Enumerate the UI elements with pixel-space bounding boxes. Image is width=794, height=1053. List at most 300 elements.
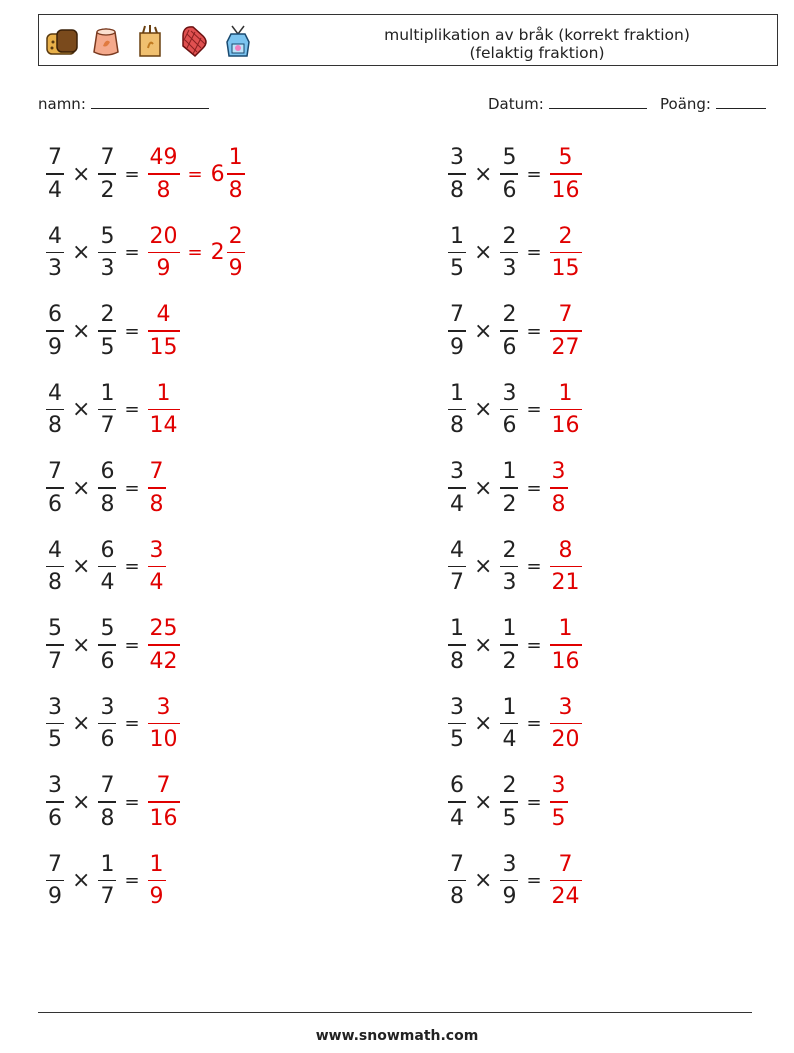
- factor-a-bar: [448, 173, 466, 175]
- answer-fraction-denominator: 8: [551, 491, 566, 517]
- factor-a-numerator: 3: [450, 694, 464, 720]
- factor-b-denominator: 5: [100, 334, 115, 360]
- answer: [548, 380, 584, 440]
- problem-row: [446, 692, 584, 756]
- answer-fraction: [550, 144, 582, 204]
- title-line-2: (felaktig fraktion): [469, 44, 605, 62]
- factor-a: [448, 458, 466, 518]
- factor-b: [98, 144, 116, 204]
- factor-b: [500, 615, 518, 675]
- times-sign: ×: [474, 240, 493, 265]
- equals-sign: =: [526, 399, 542, 420]
- factor-a-denominator: 9: [48, 884, 62, 910]
- factor-b-denominator: 2: [502, 648, 517, 674]
- factor-b-numerator: 5: [100, 223, 115, 249]
- factor-b: [98, 772, 116, 832]
- problem-row: [446, 535, 584, 599]
- factor-b: [98, 458, 116, 518]
- factor-b: [98, 380, 116, 440]
- equals-sign: =: [526, 320, 542, 342]
- problem-row: [44, 535, 168, 599]
- problem-row: [446, 299, 584, 363]
- problem-row: [446, 613, 584, 677]
- times-sign: ×: [474, 632, 493, 658]
- factor-a-denominator: 8: [48, 570, 62, 596]
- times-sign: ×: [72, 711, 91, 736]
- factor-a-bar: [448, 409, 466, 411]
- factor-b-denominator: 2: [502, 491, 517, 517]
- answer-fraction-denominator: 9: [156, 256, 171, 282]
- mixed-fraction-numerator: 2: [228, 223, 243, 249]
- answer-fraction: [550, 615, 582, 675]
- factor-a-denominator: 4: [450, 491, 464, 517]
- factor-b-bar: [500, 330, 518, 332]
- factor-a-denominator: 7: [450, 570, 464, 596]
- factor-b-denominator: 7: [100, 413, 115, 439]
- factor-a-numerator: 3: [450, 459, 464, 485]
- factor-b-numerator: 2: [502, 773, 517, 799]
- answer-fraction-denominator: 8: [156, 177, 171, 203]
- answer-fraction-bar: [148, 173, 180, 175]
- answer: [146, 458, 168, 518]
- times-sign: ×: [72, 318, 91, 344]
- factor-a-denominator: 8: [48, 413, 62, 439]
- mixed-fraction: [227, 223, 245, 283]
- factor-a: [46, 223, 64, 283]
- answer-fraction: [550, 772, 568, 832]
- answer-fraction-bar: [550, 252, 582, 254]
- mixed-fraction-bar: [227, 173, 245, 175]
- factor-a: [46, 694, 64, 754]
- equals-sign: =: [124, 556, 140, 577]
- answer-fraction: [550, 301, 582, 361]
- equals-sign: =: [526, 477, 542, 499]
- factor-a-denominator: 5: [48, 727, 62, 753]
- problem-row: [44, 456, 168, 520]
- factor-a: [46, 458, 64, 518]
- answer-fraction-bar: [550, 173, 582, 175]
- factor-b-numerator: 3: [100, 694, 115, 720]
- factor-a-numerator: 5: [48, 616, 62, 642]
- answer-fraction: [148, 694, 180, 754]
- problem-row: [446, 770, 570, 834]
- answer-fraction-numerator: 3: [551, 773, 566, 799]
- times-sign: ×: [72, 789, 91, 815]
- answer-fraction-numerator: 1: [149, 851, 164, 877]
- answer-fraction-numerator: 1: [558, 616, 573, 642]
- factor-b-bar: [98, 801, 116, 803]
- answer: [548, 144, 584, 204]
- factor-b: [500, 851, 518, 911]
- factor-b-numerator: 5: [502, 145, 517, 171]
- factor-b-denominator: 2: [100, 177, 115, 203]
- factor-b: [98, 615, 116, 675]
- factor-a-numerator: 6: [48, 302, 62, 328]
- factor-b-denominator: 3: [502, 570, 517, 596]
- equals-sign: =: [124, 399, 140, 420]
- times-sign: ×: [72, 161, 91, 187]
- problem-row: [44, 299, 182, 363]
- answer-fraction-bar: [148, 252, 180, 254]
- answer-fraction-bar: [148, 723, 180, 725]
- factor-b-denominator: 6: [100, 648, 115, 674]
- answer-fraction-numerator: 7: [156, 773, 171, 799]
- factor-b-numerator: 7: [100, 145, 115, 171]
- answer-fraction-bar: [550, 880, 582, 882]
- factor-b-bar: [500, 487, 518, 489]
- factor-b-denominator: 6: [502, 177, 517, 203]
- answer-fraction-denominator: 24: [551, 884, 580, 910]
- answer-fraction-denominator: 16: [551, 413, 580, 439]
- problem-row: [44, 221, 247, 285]
- factor-b-bar: [500, 801, 518, 803]
- factor-a-bar: [46, 173, 64, 175]
- factor-b-numerator: 5: [100, 616, 115, 642]
- answer-fraction-denominator: 8: [149, 491, 164, 517]
- factor-a: [448, 301, 466, 361]
- times-sign: ×: [474, 711, 493, 736]
- factor-b-denominator: 8: [100, 491, 115, 517]
- mixed-whole: 2: [210, 240, 225, 265]
- factor-b-bar: [500, 644, 518, 646]
- factor-b: [98, 851, 116, 911]
- answer: [548, 537, 584, 597]
- factor-b-numerator: 3: [502, 380, 517, 406]
- answer-fraction: [550, 380, 582, 440]
- factor-b-bar: [98, 252, 116, 254]
- answer-fraction: [550, 537, 582, 597]
- factor-a-bar: [448, 801, 466, 803]
- answer-fraction-numerator: 7: [558, 851, 573, 877]
- equals-sign: =: [526, 791, 542, 813]
- factor-b-denominator: 6: [502, 334, 517, 360]
- times-sign: ×: [474, 161, 493, 187]
- times-sign: ×: [72, 240, 91, 265]
- factor-a-denominator: 9: [450, 334, 464, 360]
- answer-fraction-bar: [550, 487, 568, 489]
- factor-b-bar: [500, 173, 518, 175]
- times-sign: ×: [474, 789, 493, 815]
- factor-b-denominator: 4: [502, 727, 517, 753]
- answer: [548, 772, 570, 832]
- factor-a-denominator: 8: [450, 884, 464, 910]
- factor-a-bar: [448, 252, 466, 254]
- answer-fraction-numerator: 5: [558, 145, 573, 171]
- factor-b: [500, 537, 518, 597]
- times-sign: ×: [474, 554, 493, 579]
- factor-b-numerator: 1: [100, 380, 115, 406]
- factor-b-numerator: 2: [100, 302, 115, 328]
- answer-fraction: [148, 537, 166, 597]
- equals-sign: =: [124, 320, 140, 342]
- equals-sign: =: [124, 713, 140, 734]
- factor-a-numerator: 7: [48, 145, 62, 171]
- factor-a: [448, 380, 466, 440]
- factor-a: [448, 223, 466, 283]
- answer-fraction-numerator: 49: [149, 145, 178, 171]
- equals-sign: =: [526, 870, 542, 891]
- date-label: Datum:: [488, 95, 544, 113]
- factor-a-bar: [46, 487, 64, 489]
- factor-b-denominator: 8: [100, 805, 115, 831]
- answer: [146, 772, 182, 832]
- problem-row: [44, 692, 182, 756]
- factor-a: [46, 301, 64, 361]
- factor-b-bar: [98, 880, 116, 882]
- factor-b-numerator: 2: [502, 537, 517, 563]
- equals-sign: =: [526, 713, 542, 734]
- problem-row: [446, 142, 584, 206]
- answer-fraction: [550, 223, 582, 283]
- answer-fraction: [148, 772, 180, 832]
- answer-fraction-numerator: 20: [149, 223, 178, 249]
- factor-a-bar: [448, 723, 466, 725]
- factor-a-bar: [46, 252, 64, 254]
- factor-a: [448, 615, 466, 675]
- factor-a-numerator: 7: [450, 302, 464, 328]
- answer: [146, 537, 168, 597]
- answer-fraction: [550, 694, 582, 754]
- answer-fraction: [148, 458, 166, 518]
- equals-sign: =: [526, 163, 542, 185]
- answer: [548, 301, 584, 361]
- factor-a-denominator: 5: [450, 727, 464, 753]
- factor-a-denominator: 4: [450, 805, 464, 831]
- factor-a-bar: [46, 880, 64, 882]
- factor-a: [46, 615, 64, 675]
- problem-row: [446, 221, 584, 285]
- problem-row: [446, 849, 584, 913]
- factor-b-denominator: 4: [100, 570, 115, 596]
- factor-a-denominator: 9: [48, 334, 62, 360]
- answer: [146, 223, 247, 283]
- factor-b-numerator: 2: [502, 223, 517, 249]
- factor-b: [500, 458, 518, 518]
- factor-a-bar: [448, 487, 466, 489]
- factor-a-numerator: 3: [48, 694, 62, 720]
- factor-b-bar: [98, 409, 116, 411]
- factor-b-bar: [500, 566, 518, 568]
- answer-fraction-numerator: 7: [149, 459, 164, 485]
- problem-row: [44, 378, 182, 442]
- answer-fraction-bar: [550, 644, 582, 646]
- answer-fraction-bar: [148, 330, 180, 332]
- factor-b-numerator: 1: [502, 616, 517, 642]
- factor-b-bar: [98, 173, 116, 175]
- problem-row: [446, 456, 570, 520]
- answer-fraction-numerator: 8: [558, 537, 573, 563]
- factor-a-denominator: 5: [450, 256, 464, 282]
- factor-a-denominator: 3: [48, 256, 62, 282]
- answer-fraction: [148, 851, 166, 911]
- factor-b: [500, 223, 518, 283]
- factor-a: [448, 537, 466, 597]
- factor-a: [448, 694, 466, 754]
- factor-b-bar: [500, 880, 518, 882]
- answer-fraction-denominator: 42: [149, 648, 178, 674]
- answer-fraction-numerator: 3: [558, 694, 573, 720]
- factor-a-denominator: 6: [48, 805, 62, 831]
- answer-fraction-denominator: 10: [149, 727, 178, 753]
- factor-a-bar: [46, 409, 64, 411]
- answer-fraction-bar: [550, 330, 582, 332]
- answer: [146, 694, 182, 754]
- answer-fraction-numerator: 2: [558, 223, 573, 249]
- mixed-fraction-denominator: 9: [228, 256, 243, 282]
- times-sign: ×: [72, 632, 91, 658]
- factor-a-bar: [448, 330, 466, 332]
- equals-sign: =: [124, 242, 140, 263]
- factor-a-bar: [448, 644, 466, 646]
- answer-equals-sign: =: [187, 242, 203, 263]
- answer-fraction: [148, 380, 180, 440]
- factor-b-denominator: 5: [502, 805, 517, 831]
- answer-fraction-bar: [550, 566, 582, 568]
- factor-b-numerator: 3: [502, 851, 517, 877]
- factor-b: [98, 223, 116, 283]
- title-line-1: multiplikation av bråk (korrekt fraktion): [384, 26, 690, 44]
- times-sign: ×: [474, 475, 493, 501]
- answer-fraction: [148, 144, 180, 204]
- footer-divider: [38, 1012, 752, 1013]
- equals-sign: =: [124, 477, 140, 499]
- answer-fraction-bar: [148, 566, 166, 568]
- answer-fraction-numerator: 25: [149, 616, 178, 642]
- factor-b: [500, 772, 518, 832]
- answer-fraction-bar: [550, 723, 582, 725]
- problem-row: [44, 142, 247, 206]
- times-sign: ×: [474, 318, 493, 344]
- factor-b: [98, 694, 116, 754]
- factor-a: [46, 772, 64, 832]
- factor-a-bar: [46, 801, 64, 803]
- factor-a-bar: [46, 723, 64, 725]
- answer-fraction: [550, 458, 568, 518]
- answer-fraction: [148, 223, 180, 283]
- name-label: namn:: [38, 95, 86, 113]
- answer-fraction-bar: [550, 409, 582, 411]
- factor-b: [500, 380, 518, 440]
- answer-fraction-denominator: 20: [551, 727, 580, 753]
- factor-a-denominator: 7: [48, 648, 62, 674]
- answer-fraction-denominator: 14: [149, 413, 178, 439]
- factor-b-numerator: 6: [100, 459, 115, 485]
- factor-a-denominator: 8: [450, 413, 464, 439]
- times-sign: ×: [474, 397, 493, 422]
- answer: [146, 851, 168, 911]
- factor-a-denominator: 6: [48, 491, 62, 517]
- answer-fraction-numerator: 1: [156, 380, 171, 406]
- problem-row: [44, 849, 168, 913]
- factor-b-bar: [500, 252, 518, 254]
- factor-b-numerator: 1: [502, 694, 517, 720]
- answer-fraction-denominator: 21: [551, 570, 580, 596]
- footer-url: www.snowmath.com: [315, 1028, 479, 1044]
- factor-a-numerator: 3: [450, 145, 464, 171]
- answer: [146, 380, 182, 440]
- mixed-fraction-denominator: 8: [228, 177, 243, 203]
- answer-fraction-denominator: 16: [149, 805, 178, 831]
- factor-b-denominator: 7: [100, 884, 115, 910]
- answer: [548, 223, 584, 283]
- answer-fraction-denominator: 15: [149, 334, 178, 360]
- answer-fraction-bar: [148, 409, 180, 411]
- factor-a-numerator: 4: [48, 537, 62, 563]
- factor-b-bar: [98, 723, 116, 725]
- factor-b-numerator: 1: [502, 459, 517, 485]
- factor-a-bar: [448, 880, 466, 882]
- factor-b: [98, 537, 116, 597]
- factor-a: [448, 851, 466, 911]
- answer-fraction-denominator: 4: [149, 570, 164, 596]
- factor-a-numerator: 7: [48, 851, 62, 877]
- answer-fraction: [148, 301, 180, 361]
- factor-b: [500, 301, 518, 361]
- answer-fraction-bar: [148, 487, 166, 489]
- factor-b-bar: [500, 723, 518, 725]
- factor-a-bar: [46, 644, 64, 646]
- answer-fraction-bar: [148, 801, 180, 803]
- equals-sign: =: [124, 634, 140, 656]
- answer: [548, 694, 584, 754]
- answer-fraction-denominator: 9: [149, 884, 164, 910]
- factor-a-numerator: 4: [48, 223, 62, 249]
- factor-a: [46, 851, 64, 911]
- times-sign: ×: [72, 397, 91, 422]
- factor-b-numerator: 7: [100, 773, 115, 799]
- factor-b-bar: [98, 487, 116, 489]
- factor-a-bar: [46, 330, 64, 332]
- factor-b: [500, 144, 518, 204]
- mixed-fraction-bar: [227, 252, 245, 254]
- equals-sign: =: [124, 791, 140, 813]
- factor-a-numerator: 1: [450, 223, 464, 249]
- factor-b: [98, 301, 116, 361]
- equals-sign: =: [526, 556, 542, 577]
- answer-fraction-numerator: 3: [156, 694, 171, 720]
- equals-sign: =: [526, 242, 542, 263]
- answer-fraction-denominator: 27: [551, 334, 580, 360]
- answer: [146, 301, 182, 361]
- factor-a: [46, 380, 64, 440]
- answer-fraction-numerator: 4: [156, 302, 171, 328]
- factor-b-bar: [98, 330, 116, 332]
- factor-a-numerator: 4: [48, 380, 62, 406]
- answer-fraction-numerator: 7: [558, 302, 573, 328]
- answer-fraction: [550, 851, 582, 911]
- factor-a-numerator: 3: [48, 773, 62, 799]
- factor-a: [448, 144, 466, 204]
- factor-b-denominator: 3: [100, 256, 115, 282]
- factor-b-denominator: 6: [502, 413, 517, 439]
- factor-b-denominator: 9: [502, 884, 517, 910]
- answer-fraction-denominator: 16: [551, 648, 580, 674]
- factor-a-numerator: 4: [450, 537, 464, 563]
- factor-b-numerator: 2: [502, 302, 517, 328]
- times-sign: ×: [72, 554, 91, 579]
- answer-equals-sign: =: [187, 163, 203, 185]
- times-sign: ×: [72, 868, 91, 893]
- answer: [548, 458, 570, 518]
- answer-fraction-bar: [550, 801, 568, 803]
- factor-a-numerator: 7: [48, 459, 62, 485]
- factor-b: [500, 694, 518, 754]
- answer: [146, 144, 247, 204]
- answer-fraction-denominator: 15: [551, 256, 580, 282]
- answer-fraction-bar: [148, 880, 166, 882]
- equals-sign: =: [124, 870, 140, 891]
- times-sign: ×: [72, 475, 91, 501]
